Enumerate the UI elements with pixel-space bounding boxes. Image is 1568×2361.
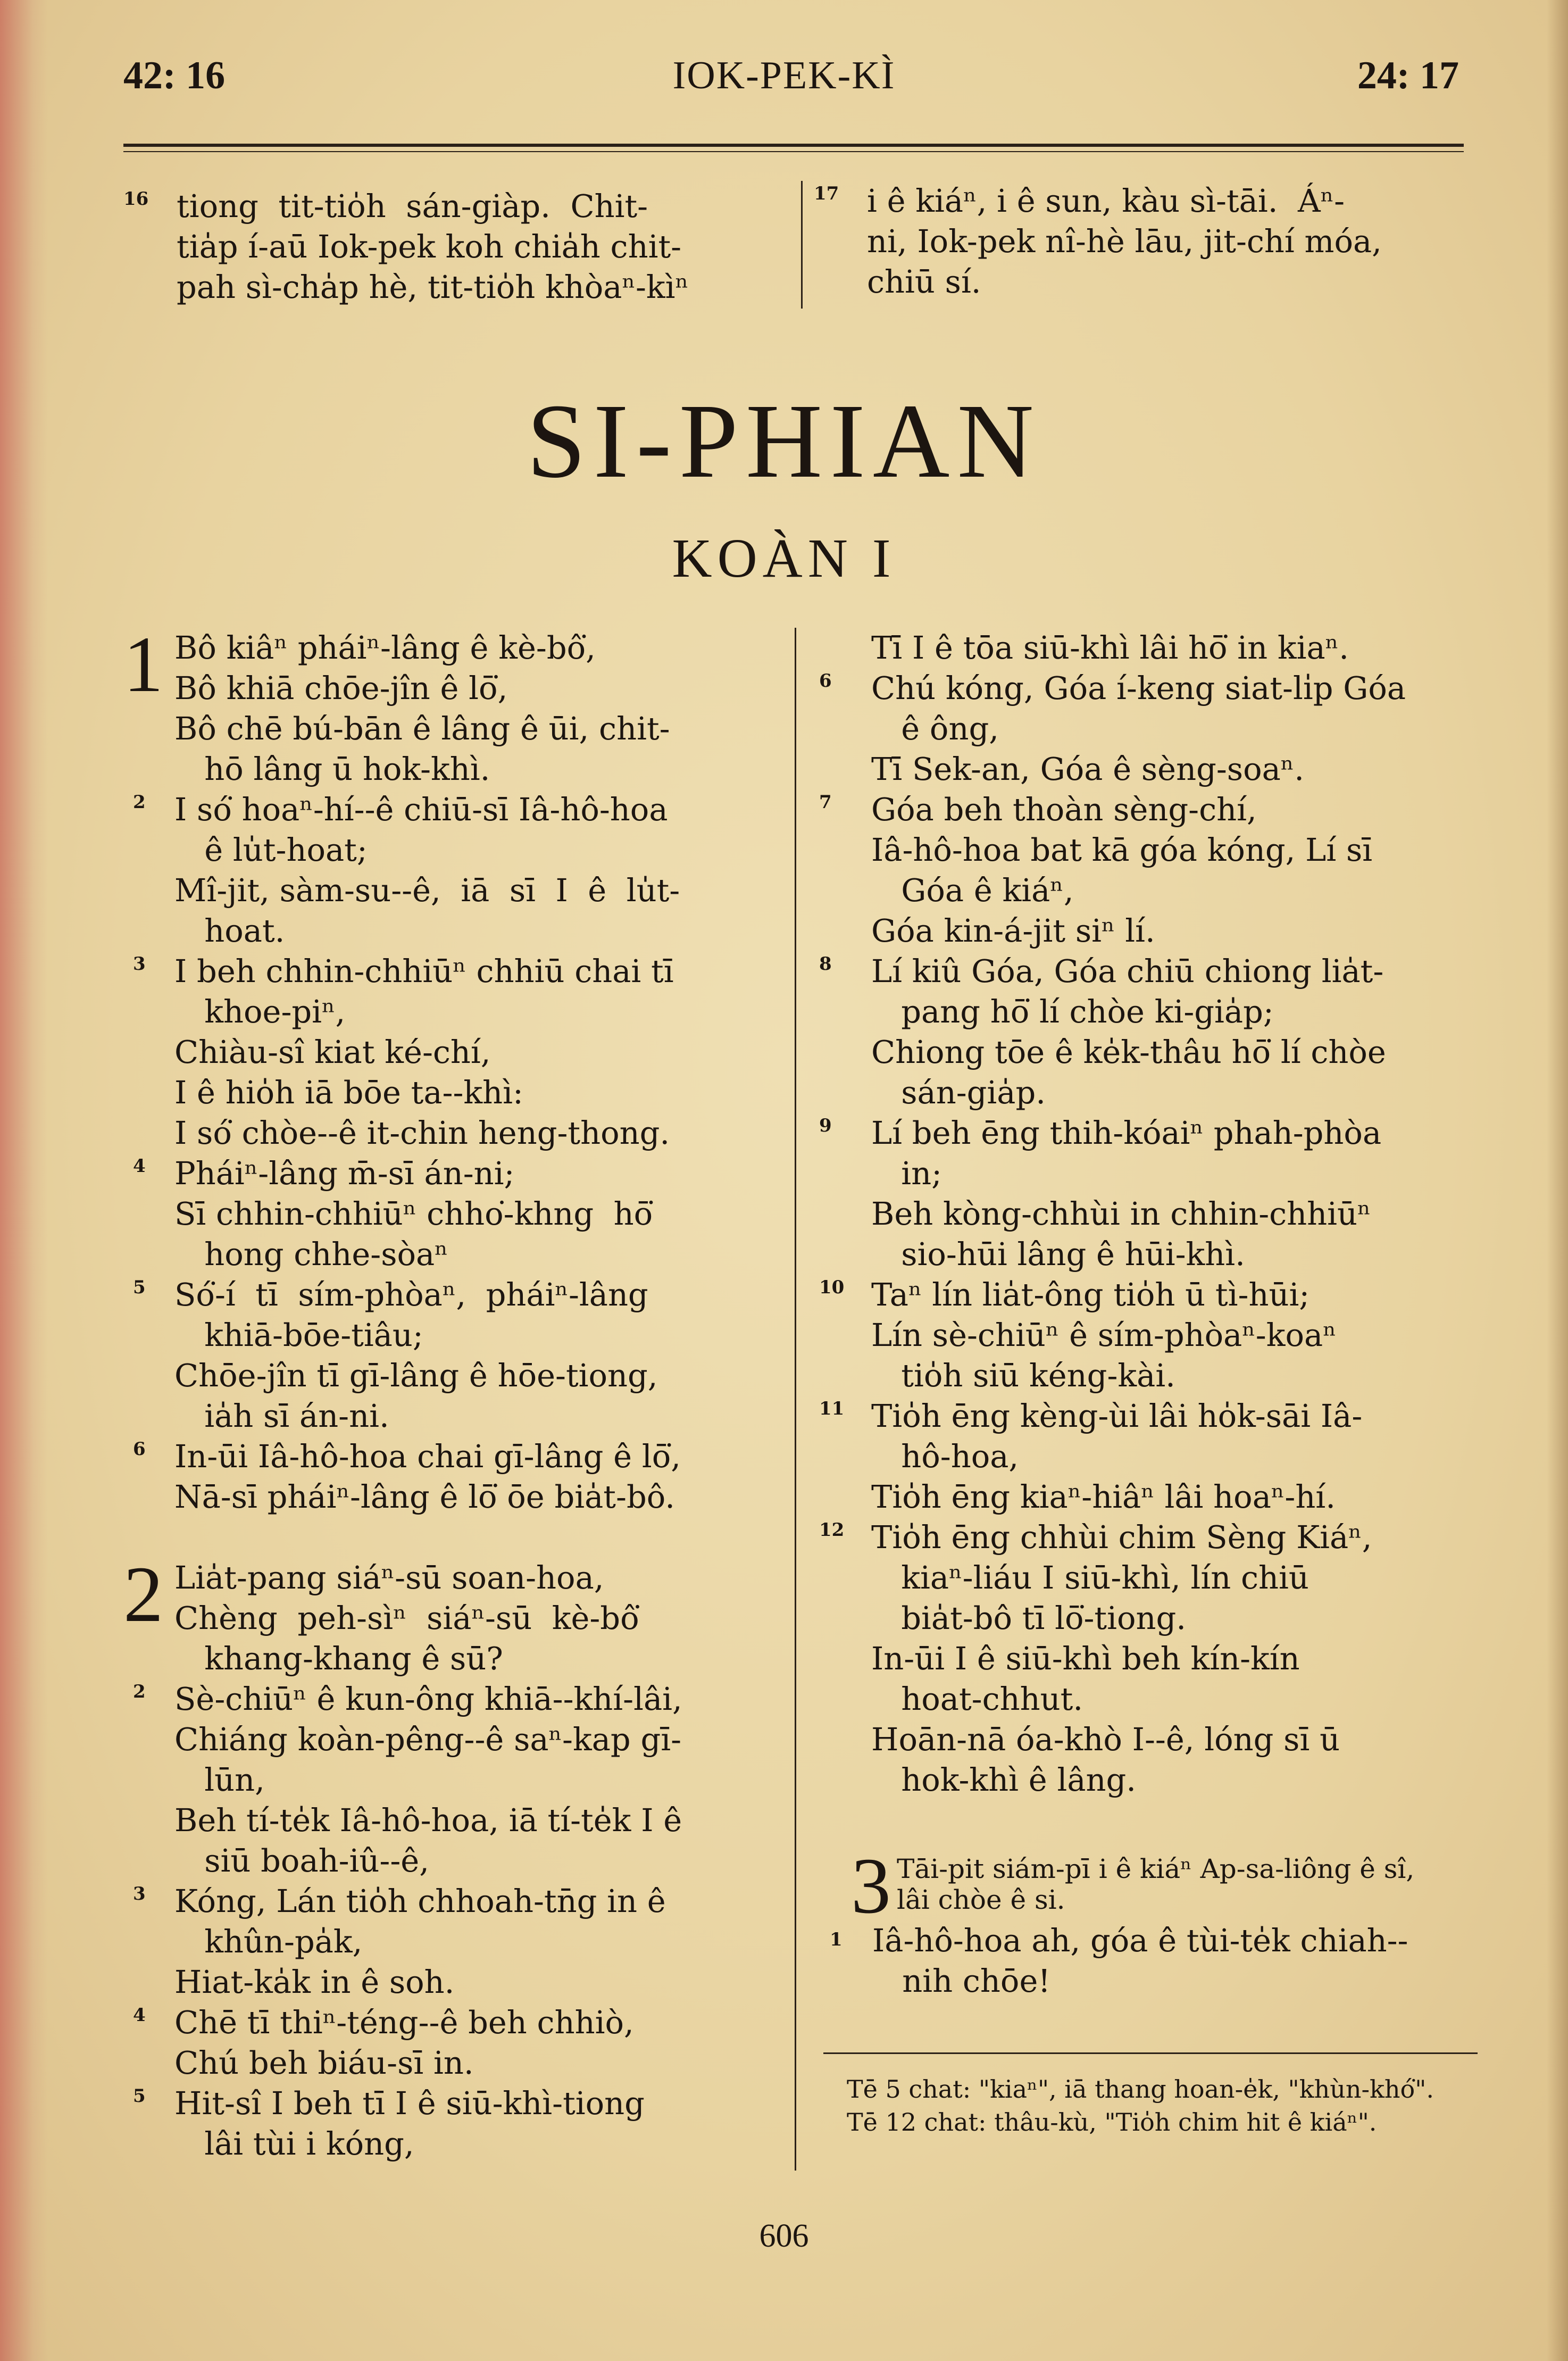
verse-line	[814, 830, 1484, 870]
verse-text: i ê kiáⁿ, i ê sun, kàu sì-tāi. Áⁿ-	[867, 182, 1345, 219]
verse-line	[123, 1436, 788, 1477]
verse-number: 2	[133, 792, 146, 813]
verse-line	[814, 181, 1484, 221]
psalm-3-superscription-line-2: lâi chòe ê si.	[897, 1884, 1065, 1915]
header-book-name: IOK-PEK-KÌ	[672, 54, 896, 97]
verse-text: lūn,	[174, 1761, 265, 1798]
verse-text: Beh tí-te̍k Iâ-hô-hoa, iā tí-te̍k I ê	[174, 1802, 682, 1839]
verse-number: 17	[814, 183, 839, 204]
verse-number: 9	[819, 1115, 832, 1136]
verse-text: Chē tī thiⁿ-téng--ê beh chhiò,	[174, 2004, 634, 2041]
verse-line	[123, 1073, 788, 1113]
verse-line	[814, 668, 1484, 709]
verse-line	[123, 1315, 788, 1356]
verse-text: khiā-bōe-tiâu;	[174, 1317, 423, 1353]
psalm-3-superscription-line-1: Tāi-pit siám-pī i ê kiáⁿ Ap-sa-liông ê sî,	[897, 1853, 1415, 1884]
verse-text: hō lâng ū hok-khì.	[174, 751, 490, 787]
verse-text: Góa ê kiáⁿ,	[871, 872, 1074, 909]
verse-line	[814, 709, 1484, 749]
chapter-mark: 2	[123, 1550, 163, 1639]
verse-text: ni, Iok-pek nî-hè lāu, jit-chí móa,	[867, 223, 1382, 260]
verse-text: Hiat-ka̍k in ê soh.	[174, 1964, 455, 2000]
chapter-title: KOÀN I	[672, 528, 896, 589]
verse-text: chiū sí.	[867, 263, 981, 300]
psalm-3-verse-1-line-1: Iâ-hô-hoa ah, góa ê tùi-te̍k chiah--	[872, 1922, 1408, 1959]
verse-number: 5	[133, 1277, 146, 1298]
verse-text: Hoān-nā óa-khò I--ê, lóng sī ū	[871, 1721, 1340, 1758]
verse-text: Góa kin-á-jit siⁿ lí.	[871, 912, 1155, 949]
verse-text: Chú beh biáu-sī in.	[174, 2044, 474, 2081]
verse-line	[123, 1841, 788, 1881]
verse-line	[123, 1153, 788, 1194]
verse-text: pah sì-cha̍p hè, tit-tio̍h khòaⁿ-kìⁿ	[177, 269, 689, 305]
verse-text: Chú kóng, Góa í-keng siat-li̍p Góa	[871, 670, 1406, 706]
page-number: 606	[759, 2218, 809, 2254]
verse-text: Góa beh thoàn sèng-chí,	[871, 791, 1257, 828]
verse-text: Tio̍h ēng kèng-ùi lâi ho̍k-sāi Iâ-	[871, 1398, 1363, 1434]
verse-line	[814, 1719, 1484, 1760]
top-left-column	[123, 186, 799, 307]
verse-line	[123, 951, 788, 992]
verse-line	[814, 1153, 1484, 1194]
verse-text: bia̍t-bô tī lō͘-tiong.	[871, 1600, 1187, 1636]
verse-line	[123, 709, 788, 749]
header-right-reference: 24: 17	[1357, 54, 1459, 97]
verse-line	[814, 749, 1484, 789]
verse-text: Hit-sî I beh tī I ê siū-khì-tiong	[174, 2085, 645, 2122]
verse-text: ia̍h sī án-ni.	[174, 1398, 389, 1434]
verse-text: ê lu̍t-hoat;	[174, 832, 368, 868]
verse-text: hoat-chhut.	[871, 1681, 1083, 1717]
verse-line	[814, 951, 1484, 992]
verse-line	[814, 1032, 1484, 1073]
verse-number: 4	[133, 2005, 146, 2026]
header-rule-bottom	[123, 151, 1464, 152]
verse-text: Lí kiû Góa, Góa chiū chiong lia̍t-	[871, 953, 1384, 990]
verse-line	[814, 1477, 1484, 1517]
verse-text: Pháiⁿ-lâng m̄-sī án-ni;	[174, 1155, 515, 1192]
verse-text: Bô kiâⁿ pháiⁿ-lâng ê kè-bô͘,	[174, 629, 596, 666]
verse-line	[123, 830, 788, 870]
verse-line	[123, 1881, 788, 1922]
verse-line	[123, 1679, 788, 1719]
verse-number: 3	[133, 953, 146, 975]
verse-line	[814, 1558, 1484, 1598]
verse-line	[123, 668, 788, 709]
verse-text: Mî-jit, sàm-su--ê, iā sī I ê lu̍t-	[174, 872, 680, 909]
verse-line	[123, 227, 799, 267]
verse-line	[123, 1639, 788, 1679]
verse-text: sán-gia̍p.	[871, 1074, 1046, 1111]
verse-line	[123, 1800, 788, 1841]
verse-number: 1	[830, 1929, 843, 1950]
verse-line	[814, 911, 1484, 951]
header-rule-top	[123, 144, 1464, 147]
verse-line	[123, 911, 788, 951]
verse-line	[123, 870, 788, 911]
verse-text: khûn-pa̍k,	[174, 1923, 363, 1960]
verse-line	[814, 1356, 1484, 1396]
book-title: SI-PHIAN	[527, 383, 1041, 500]
verse-text: hong chhe-sòaⁿ	[174, 1236, 448, 1273]
verse-text: in;	[871, 1155, 943, 1192]
main-column-divider	[795, 628, 796, 2171]
top-column-divider	[801, 181, 803, 309]
verse-line	[814, 1760, 1484, 1800]
verse-line	[123, 1113, 788, 1153]
verse-text: In-ūi I ê siū-khì beh kín-kín	[871, 1640, 1300, 1677]
verse-line	[123, 2083, 788, 2124]
verse-line	[123, 992, 788, 1032]
verse-line	[123, 1760, 788, 1800]
footnote-rule	[823, 2052, 1478, 2054]
verse-number: 6	[819, 670, 832, 692]
left-column	[123, 620, 788, 2164]
verse-text: Sè-chiūⁿ ê kun-ông khiā--khí-lâi,	[174, 1681, 682, 1717]
verse-line	[123, 789, 788, 830]
verse-text: Tio̍h ēng chhùi chim Sèng Kiáⁿ,	[871, 1519, 1372, 1556]
right-column	[814, 628, 1484, 1800]
verse-text: Chōe-jîn tī gī-lâng ê hōe-tiong,	[174, 1357, 658, 1394]
verse-text: Só͘-í tī sím-phòaⁿ, pháiⁿ-lâng	[174, 1276, 648, 1313]
verse-number: 8	[819, 953, 832, 975]
verse-text: Chiàu-sî kiat ké-chí,	[174, 1034, 491, 1070]
verse-text: kiaⁿ-liáu I siū-khì, lín chiū	[871, 1559, 1309, 1596]
verse-line	[814, 1436, 1484, 1477]
chapter-mark: 1	[123, 620, 163, 709]
verse-text: khoe-piⁿ,	[174, 993, 346, 1030]
verse-line	[123, 2002, 788, 2043]
verse-line	[123, 1032, 788, 1073]
verse-line	[123, 1962, 788, 2002]
verse-number: 16	[123, 188, 149, 210]
verse-text: I só͘ hoaⁿ-hí--ê chiū-sī Iâ-hô-hoa	[174, 791, 668, 828]
verse-text: Kóng, Lán tio̍h chhoah-tn̄g in ê	[174, 1883, 666, 1919]
verse-text: Tī Sek-an, Góa ê sèng-soaⁿ.	[871, 751, 1305, 787]
verse-line	[123, 186, 799, 227]
top-right-column	[814, 181, 1484, 302]
verse-line	[123, 1194, 788, 1234]
verse-number: 12	[819, 1519, 845, 1541]
verse-text: sio-hūi lâng ê hūi-khì.	[871, 1236, 1245, 1273]
verse-line	[123, 2043, 788, 2083]
verse-text: Bô chē bú-bān ê lâng ê ūi, chit-	[174, 710, 670, 747]
verse-line	[814, 1598, 1484, 1639]
verse-text: I ê hio̍h iā bōe ta--khì:	[174, 1074, 523, 1111]
verse-line	[814, 1194, 1484, 1234]
verse-line	[123, 2124, 788, 2164]
psalm-3-verse-1-line-2: nih chōe!	[872, 1963, 1051, 1999]
verse-line	[123, 1356, 788, 1396]
verse-number: 2	[133, 1681, 146, 1702]
verse-text: Chiáng koàn-pêng--ê saⁿ-kap gī-	[174, 1721, 682, 1758]
verse-line	[123, 1922, 788, 1962]
verse-text: I beh chhin-chhiūⁿ chhiū chai tī	[174, 953, 674, 990]
verse-line	[123, 749, 788, 789]
footnotes	[847, 2073, 1485, 2139]
verse-line	[814, 1073, 1484, 1113]
verse-text: Lín sè-chiūⁿ ê sím-phòaⁿ-koaⁿ	[871, 1317, 1337, 1353]
verse-text: Lí beh ēng thih-kóaiⁿ phah-phòa	[871, 1115, 1382, 1151]
verse-line	[814, 1679, 1484, 1719]
verse-text: pang hō͘ lí chòe ki-gia̍p;	[871, 993, 1274, 1030]
psalm-3-chapter-mark: 3	[851, 1842, 891, 1930]
verse-line	[814, 789, 1484, 830]
verse-number: 5	[133, 2085, 146, 2107]
verse-text: hoat.	[174, 912, 285, 949]
verse-number: 4	[133, 1155, 146, 1177]
verse-number: 3	[133, 1883, 146, 1905]
verse-text: Beh kòng-chhùi in chhin-chhiūⁿ	[871, 1195, 1371, 1232]
verse-line	[814, 992, 1484, 1032]
header-left-reference: 42: 16	[123, 54, 226, 97]
verse-line	[814, 628, 1484, 668]
verse-text: Lia̍t-pang siáⁿ-sū soan-hoa,	[174, 1559, 604, 1596]
verse-text: I só͘ chòe--ê it-chin heng-thong.	[174, 1115, 670, 1151]
verse-line	[814, 221, 1484, 262]
verse-line	[814, 1517, 1484, 1558]
verse-text: Tio̍h ēng kiaⁿ-hiâⁿ lâi hoaⁿ-hí.	[871, 1478, 1336, 1515]
verse-text: ê ông,	[871, 710, 999, 747]
verse-text: tiong tit-tio̍h sán-giàp. Chit-	[177, 188, 648, 225]
verse-text: Sī chhin-chhiūⁿ chho͘-khng hō͘	[174, 1195, 653, 1232]
verse-text: siū boah-iû--ê,	[174, 1842, 429, 1879]
verse-text: Iâ-hô-hoa bat kā góa kóng, Lí sī	[871, 832, 1373, 868]
verse-number: 7	[819, 792, 832, 813]
verse-line	[123, 1275, 788, 1315]
verse-number: 6	[133, 1439, 146, 1460]
verse-line	[814, 1275, 1484, 1315]
verse-line	[123, 1517, 788, 1558]
verse-line	[814, 1639, 1484, 1679]
verse-text: Bô khiā chōe-jîn ê lō͘,	[174, 670, 508, 706]
verse-text: Chiong tōe ê ke̍k-thâu hō͘ lí chòe	[871, 1034, 1386, 1070]
verse-line	[814, 1315, 1484, 1356]
verse-line	[814, 1396, 1484, 1436]
footnote-2: Tē 12 chat: thâu-kù, "Tio̍h chim hit ê kiáⁿ".	[847, 2108, 1377, 2136]
verse-text: hok-khì ê lâng.	[871, 1761, 1137, 1798]
verse-line	[123, 1719, 788, 1760]
verse-text: In-ūi Iâ-hô-hoa chai gī-lâng ê lō͘,	[174, 1438, 681, 1475]
verse-text: Nā-sī pháiⁿ-lâng ê lō͘ ōe bia̍t-bô.	[174, 1478, 675, 1515]
verse-text: hô-hoa,	[871, 1438, 1019, 1475]
verse-text: Taⁿ lín lia̍t-ông tio̍h ū tì-hūi;	[871, 1276, 1310, 1313]
verse-line	[814, 870, 1484, 911]
verse-text: lâi tùi i kóng,	[174, 2125, 414, 2162]
verse-text: khang-khang ê sū?	[174, 1640, 503, 1677]
verse-line	[123, 267, 799, 307]
verse-text: Tī I ê tōa siū-khì lâi hō͘ in kiaⁿ.	[871, 629, 1349, 666]
verse-line	[123, 1598, 788, 1639]
verse-line	[814, 262, 1484, 302]
verse-text: Chèng peh-sìⁿ siáⁿ-sū kè-bô͘	[174, 1600, 639, 1636]
verse-line	[814, 1234, 1484, 1275]
verse-number: 10	[819, 1277, 845, 1298]
verse-text: tio̍h siū kéng-kài.	[871, 1357, 1175, 1394]
verse-text: tia̍p í-aū Iok-pek koh chia̍h chit-	[177, 228, 682, 265]
footnote-1: Tē 5 chat: "kiaⁿ", iā thang hoan-e̍k, "khùn-khó͘".	[847, 2075, 1434, 2104]
verse-line	[123, 1234, 788, 1275]
verse-number: 11	[819, 1398, 845, 1419]
verse-line	[123, 1477, 788, 1517]
verse-line	[814, 1113, 1484, 1153]
verse-line	[123, 1396, 788, 1436]
